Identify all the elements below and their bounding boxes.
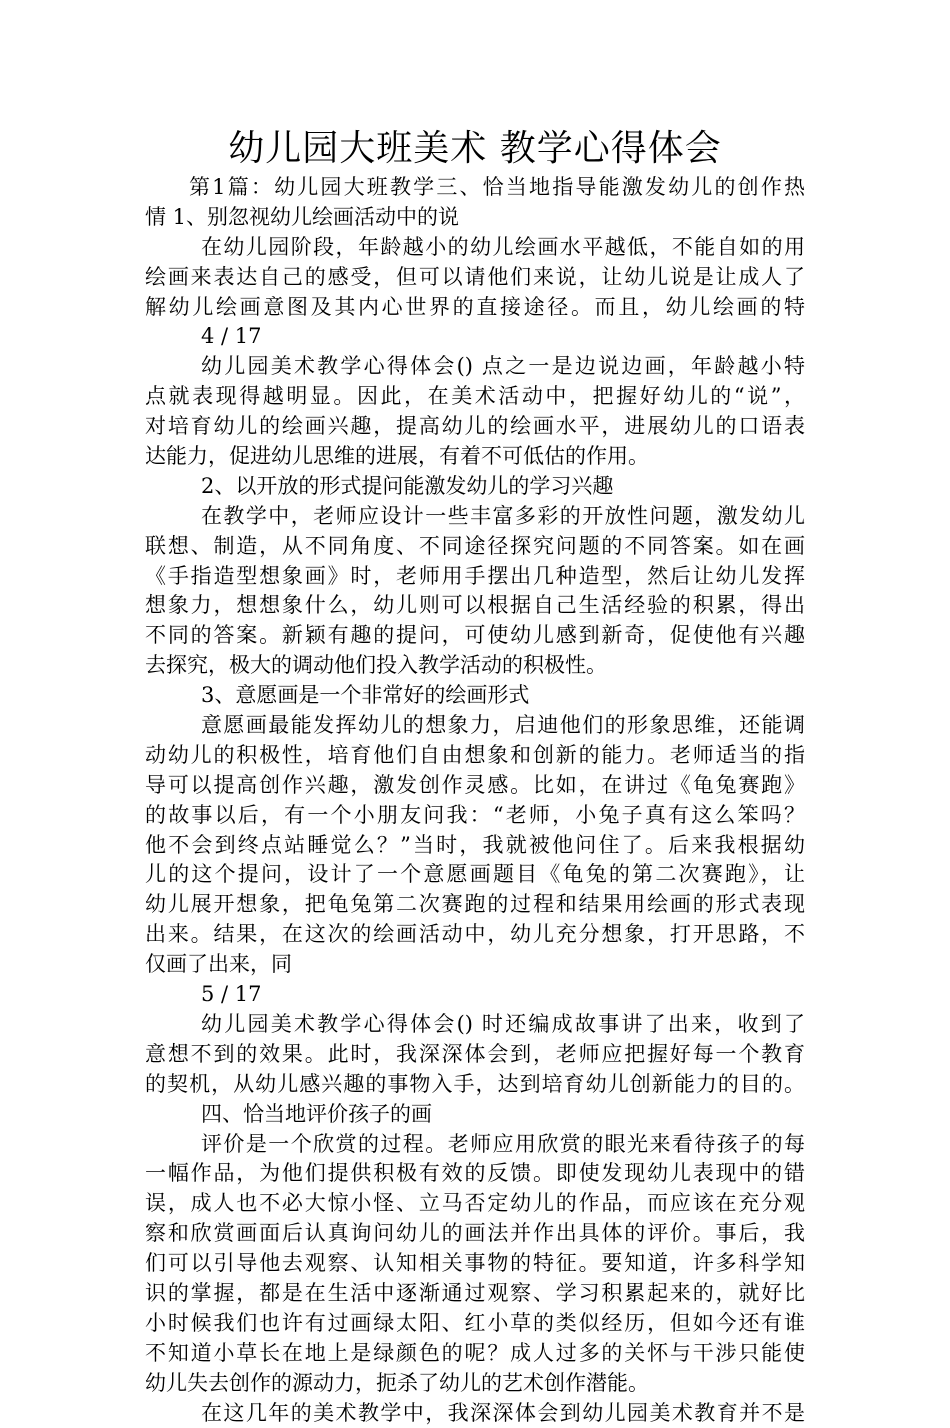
text-line: 幼儿失去创作的源动力，扼杀了幼儿的艺术创作潜能。 — [145, 1370, 649, 1395]
text-line: 意想不到的效果。此时，我深深体会到，老师应把握好每一个教育 — [145, 1041, 805, 1066]
text-line: 一幅作品，为他们提供积极有效的反馈。即使发现幼儿表现中的错 — [145, 1161, 805, 1186]
text-line: 小时候我们也许有过画绿太阳、红小草的类似经历，但如今还有谁 — [145, 1310, 805, 1335]
text-line: 出来。结果，在这次的绘画活动中，幼儿充分想象，打开思路，不 — [145, 922, 805, 947]
text-line: 点就表现得越明显。因此，在美术活动中，把握好幼儿的“说”， — [145, 384, 805, 409]
document-body — [145, 173, 805, 1428]
text-line: 解幼儿绘画意图及其内心世界的直接途径。而且，幼儿绘画的特 — [145, 294, 805, 319]
text-line: 情 1、别忽视幼儿绘画活动中的说 — [145, 204, 460, 229]
section-heading: 2、以开放的形式提问能激发幼儿的学习兴趣 — [201, 473, 614, 498]
text-line: 《手指造型想象画》时，老师用手摆出几种造型，然后让幼儿发挥 — [145, 563, 805, 588]
document-title: 幼儿园大班美术 教学心得体会 — [228, 128, 722, 169]
text-line: 在这几年的美术教学中，我深深体会到幼儿园美术教育并不是 — [201, 1400, 805, 1425]
text-line: 不同的答案。新颖有趣的提问，可使幼儿感到新奇，促使他有兴趣 — [145, 623, 805, 648]
section-heading: 3、意愿画是一个非常好的绘画形式 — [201, 683, 530, 708]
text-line: 在教学中，老师应设计一些丰富多彩的开放性问题，激发幼儿 — [201, 503, 805, 528]
text-line: 意愿画最能发挥幼儿的想象力，启迪他们的形象思维，还能调 — [201, 713, 805, 738]
text-line: 仅画了出来，同 — [145, 952, 292, 977]
text-line: 动幼儿的积极性，培育他们自由想象和创新的能力。老师适当的指 — [145, 742, 805, 767]
text-line: 识的掌握，都是在生活中逐渐通过观察、学习积累起来的，就好比 — [145, 1280, 805, 1305]
text-line: 想象力，想想象什么，幼儿则可以根据自己生活经验的积累，得出 — [145, 593, 805, 618]
text-line: 察和欣赏画面后认真询问幼儿的画法并作出具体的评价。事后，我 — [145, 1221, 805, 1246]
text-line: 们可以引导他去观察、认知相关事物的特征。要知道，许多科学知 — [145, 1251, 805, 1276]
page-number: 5 / 17 — [201, 982, 262, 1007]
page-number: 4 / 17 — [201, 324, 262, 349]
text-line: 导可以提高创作兴趣，激发创作灵感。比如，在讲过《龟兔赛跑》 — [145, 772, 805, 797]
text-line: 幼儿园美术教学心得体会() 时还编成故事讲了出来，收到了 — [201, 1011, 805, 1036]
text-line: 评价是一个欣赏的过程。老师应用欣赏的眼光来看待孩子的每 — [201, 1131, 805, 1156]
text-line: 不知道小草长在地上是绿颜色的呢？成人过多的关怀与干涉只能使 — [145, 1340, 805, 1365]
text-line: 绘画来表达自己的感受，但可以请他们来说，让幼儿说是让成人了 — [145, 264, 805, 289]
text-line: 在幼儿园阶段，年龄越小的幼儿绘画水平越低，不能自如的用 — [201, 234, 805, 259]
section-heading: 四、恰当地评价孩子的画 — [201, 1101, 432, 1126]
text-line: 他不会到终点站睡觉么？”当时，我就被他问住了。后来我根据幼 — [145, 832, 805, 857]
text-line: 误，成人也不必大惊小怪、立马否定幼儿的作品，而应该在充分观 — [145, 1191, 805, 1216]
text-line: 第1篇：幼儿园大班教学三、恰当地指导能激发幼儿的创作热 — [189, 175, 805, 199]
text-line: 对培育幼儿的绘画兴趣，提高幼儿的绘画水平，进展幼儿的口语表 — [145, 414, 805, 439]
text-line: 达能力，促进幼儿思维的进展，有着不可低估的作用。 — [145, 444, 649, 469]
text-line: 幼儿展开想象，把龟兔第二次赛跑的过程和结果用绘画的形式表现 — [145, 892, 805, 917]
text-line: 去探究，极大的调动他们投入教学活动的积极性。 — [145, 653, 607, 678]
text-line: 的故事以后，有一个小朋友问我：“老师，小兔子真有这么笨吗？ — [145, 802, 805, 827]
text-line: 联想、制造，从不同角度、不同途径探究问题的不同答案。如在画 — [145, 533, 805, 558]
text-line: 幼儿园美术教学心得体会() 点之一是边说边画，年龄越小特 — [201, 354, 805, 379]
text-line: 的契机，从幼儿感兴趣的事物入手，达到培育幼儿创新能力的目的。 — [145, 1071, 805, 1096]
text-line: 儿的这个提问，设计了一个意愿画题目《龟兔的第二次赛跑》，让 — [145, 862, 805, 887]
